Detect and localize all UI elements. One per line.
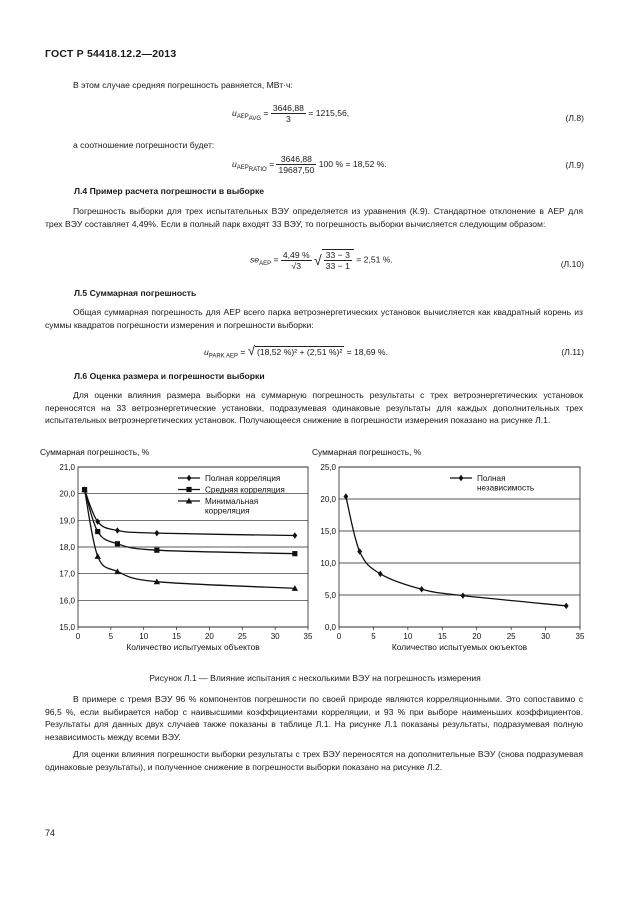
eq9-lhs: u — [232, 158, 237, 169]
data-point — [115, 541, 120, 546]
data-point — [95, 553, 101, 559]
data-point — [95, 529, 100, 534]
x-tick-label: 15 — [437, 632, 447, 641]
equation-l10: $se_{AEP}$ = $\frac{4,49 \%}{√3}$ √ $\frac{33 - 3}{33 - 1}$ = 2,51 %. — [250, 249, 393, 271]
data-point — [154, 548, 159, 553]
eq9-rhs: 100 % = 18,52 %. — [318, 158, 387, 169]
plot-frame — [339, 467, 580, 627]
paragraph-correlation-results: В примере с тремя ВЭУ 96 % компонентов погрешности по своей природе являются корреляционными. Это сопоставимо с 96,5 %, если выбирается набор с наивысшими коэффициентами корреляции, и 93 % при выборе наименьших коэффициентов. Результаты для данных двух случаев также показаны в таблице Л.1. На рисунке Л.1 показаны результаты, подразумевая полную независимость между всеми ВЭУ. — [45, 694, 583, 742]
y-tick-label: 25,0 — [320, 463, 336, 472]
eq8-sub: AEP — [236, 114, 249, 121]
eq11-rhs: = 18,69 %. — [346, 347, 388, 357]
y-tick-label: 5,0 — [324, 591, 336, 600]
eq10-rden: 33 − 1 — [325, 261, 350, 271]
eq9-sub2: RATIO — [248, 167, 267, 174]
equation-l8-number: (Л.8) — [565, 113, 584, 123]
eq8-sub2: AVG — [248, 116, 262, 123]
eq8-lhs: u — [232, 107, 237, 118]
eq8-fraction — [271, 103, 306, 124]
x-tick-label: 5 — [108, 632, 114, 641]
x-axis-label: Количество испытуемых оюъектов — [391, 642, 528, 652]
x-axis-label: Количество испытуемых объектов — [126, 642, 260, 652]
y-tick-label: 21,0 — [59, 463, 75, 472]
equation-l8: $u_{AEP_{AVG}}$ = $\frac{3646,88}{3}$ = 1215,56, — [232, 103, 350, 124]
legend-label: Минимальная — [205, 497, 259, 506]
x-tick-label: 25 — [237, 632, 247, 641]
legend-marker — [459, 475, 464, 481]
equation-l11: $u_{PARK AEP}$ = √ (18,52 %)² + (2,51 %)² = 18,69 %. — [204, 343, 388, 360]
x-tick-label: 20 — [472, 632, 482, 641]
eq11-inner: (18,52 %)² + (2,51 %)² — [256, 347, 343, 357]
y-tick-label: 20,0 — [320, 495, 336, 504]
x-tick-label: 35 — [575, 632, 585, 641]
chart-independence — [312, 444, 585, 666]
eq10-rhs: = 2,51 %. — [356, 254, 393, 265]
page-number: 74 — [45, 828, 56, 838]
legend-label: Полная — [477, 474, 506, 483]
eq10-sqrt-fraction — [322, 249, 354, 271]
y-tick-label: 18,0 — [59, 543, 75, 552]
y-tick-label: 17,0 — [59, 569, 75, 579]
eq10-lhs: se — [250, 254, 260, 265]
series-line — [85, 490, 295, 536]
x-tick-label: 10 — [139, 632, 149, 641]
paragraph-intro — [45, 79, 583, 92]
figure-caption: Рисунок Л.1 — Влияние испытания с несколькими ВЭУ на погрешность измерения — [149, 673, 481, 683]
equation-l11-number: (Л.11) — [561, 347, 584, 357]
section-heading-l4: Л.4 Пример расчета погрешности в выборке — [74, 186, 265, 196]
x-tick-label: 5 — [371, 632, 376, 641]
eq9-fraction — [276, 154, 316, 175]
eq10-num: 4,49 % — [282, 249, 310, 260]
paragraph-sampling: Погрешность выборки для трех испытательных ВЭУ определяется из уравнения (К.9). Стандартное отклонение в AEP для трех ВЭУ составляет 4,49%. Если в полный парк входят 33 ВЭУ, то погрешность выборки вычисляется следующим образом: — [45, 206, 583, 229]
eq9-num: 3646,88 — [276, 154, 316, 165]
eq9-den: 19687,50 — [278, 165, 315, 175]
eq10-sub: AEP — [259, 260, 272, 267]
equation-l9: $u_{AEP_{RATIO}}$ = $\frac{3646,88}{19687,50}$ 100 % = 18,52 %. — [232, 154, 387, 175]
chart-title: Суммарная погрешность, % — [312, 447, 422, 457]
chart-correlation — [40, 444, 313, 666]
data-point — [115, 527, 120, 533]
paragraph-sampling-transfer: Для оценки влияния погрешности выборки результаты с трех ВЭУ переносятся на дополнительные ВЭУ (снова подразумевая одинаковые результаты), и полученное снижение в погрешности выборки показано на рисунке Л.2. — [45, 749, 583, 772]
eq10-fraction — [281, 250, 312, 271]
paragraph-sample-size: Для оценки влияния размера выборки на суммарную погрешность результаты с трех ветроэнергетических установок переносятся на 33 ветроэнергетические установки, подразумевая одинаковые результаты для каждых дополнительных трех испытательных ветроэнергетических установок. Получающееся снижение в погрешности измерения показано на рисунке Л.1. — [45, 390, 583, 426]
data-point — [378, 571, 383, 577]
x-tick-label: 0 — [75, 632, 81, 641]
x-tick-label: 25 — [506, 632, 516, 641]
eq10-rnum: 33 − 3 — [325, 250, 350, 260]
equation-l9-number: (Л.9) — [565, 160, 584, 170]
x-tick-label: 0 — [336, 632, 342, 641]
chart-title: Суммарная погрешность, % — [40, 447, 150, 457]
y-tick-label: 16,0 — [59, 596, 75, 606]
y-tick-label: 19,0 — [59, 516, 75, 526]
legend-marker — [186, 487, 191, 492]
data-point — [461, 592, 466, 598]
equation-l10-number: (Л.10) — [560, 259, 584, 269]
paragraph-intro-text: В этом случае средняя погрешность равняется, МВт·ч: — [73, 80, 293, 90]
legend-label: корреляция — [205, 506, 250, 516]
eq11-lhs: u — [204, 347, 209, 357]
paragraph-ratio: а соотношение погрешности будет: — [73, 140, 215, 150]
x-tick-label: 30 — [270, 632, 280, 641]
y-tick-label: 20,0 — [59, 489, 75, 499]
legend-marker — [187, 475, 192, 481]
document-header: ГОСТ Р 54418.12.2—2013 — [45, 48, 177, 60]
y-tick-label: 15,0 — [320, 527, 336, 536]
y-tick-label: 10,0 — [320, 559, 336, 568]
x-tick-label: 15 — [172, 632, 182, 641]
data-point — [154, 530, 159, 536]
eq10-den: √3 — [291, 260, 302, 271]
legend-label: Средняя корреляция — [205, 485, 285, 495]
data-point — [292, 551, 297, 556]
legend-label: независимость — [477, 483, 535, 493]
x-tick-label: 35 — [303, 632, 313, 641]
y-tick-label: 15,0 — [59, 623, 75, 632]
paragraph-total: Общая суммарная погрешность для AEP всего парка ветроэнергетических установок вычисляется как квадратный корень из суммы квадратов погрешности измерения и погрешности выборки: — [45, 307, 583, 330]
eq8-rhs: = 1215,56, — [308, 107, 350, 118]
data-point — [419, 586, 424, 592]
series-line — [346, 496, 566, 605]
x-tick-label: 20 — [204, 632, 214, 641]
data-point — [292, 532, 297, 538]
section-heading-l6: Л.6 Оценка размера и погрешности выборки — [74, 371, 265, 381]
eq11-sub: PARK AEP — [208, 353, 239, 360]
eq8-den: 3 — [285, 114, 291, 124]
legend-label: Полная корреляция — [205, 474, 281, 483]
x-tick-label: 10 — [403, 632, 413, 641]
eq8-num: 3646,88 — [272, 103, 304, 113]
y-tick-label: 0,0 — [324, 623, 336, 632]
section-heading-l5: Л.5 Суммарная погрешность — [74, 288, 197, 298]
eq9-sub: AEP — [236, 165, 249, 172]
x-tick-label: 30 — [541, 632, 551, 641]
data-point — [564, 603, 569, 609]
